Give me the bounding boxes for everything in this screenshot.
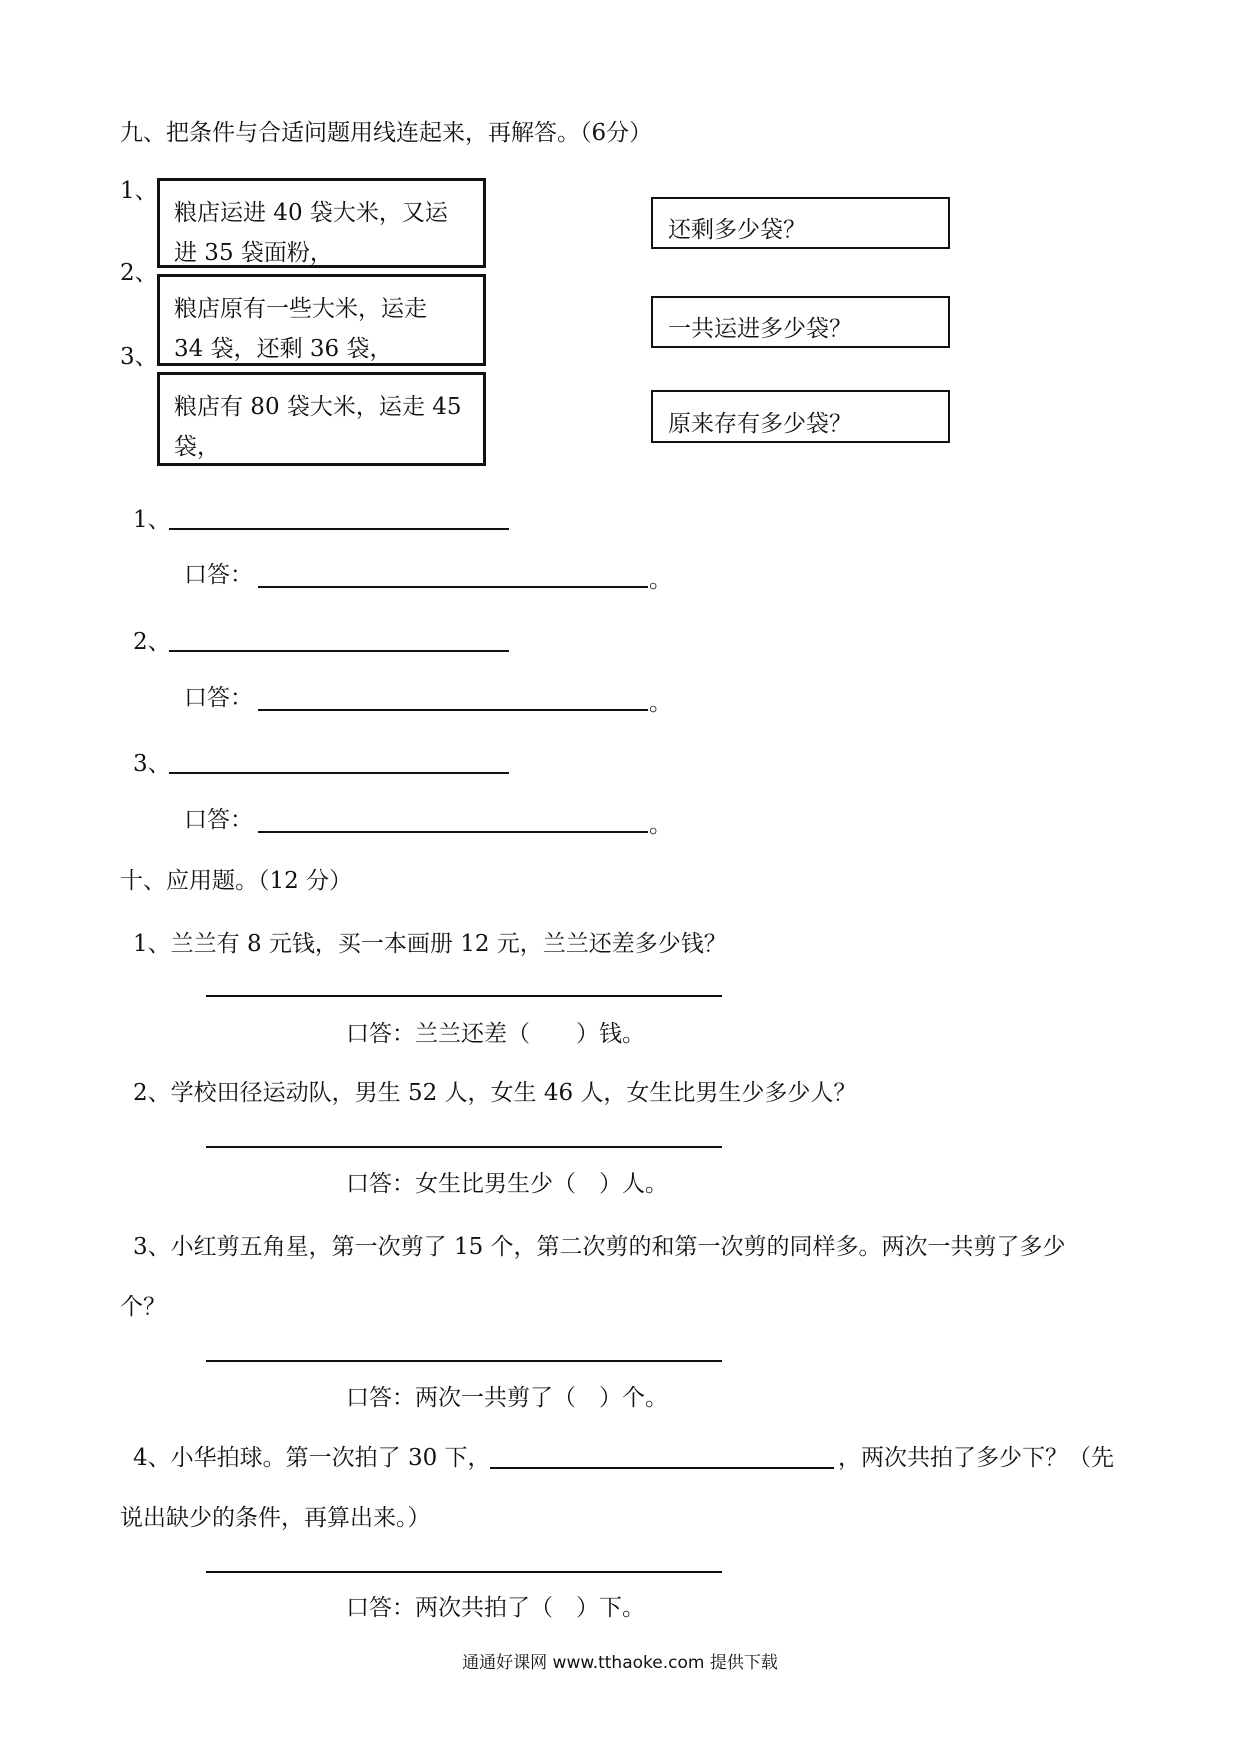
answer-number: 3、: [133, 751, 171, 777]
period-mark: 。: [649, 812, 672, 838]
condition-text: 袋，: [174, 434, 220, 460]
equation-line[interactable]: [169, 528, 509, 530]
answer-prompt: 口答：两次共拍了（ ）下。: [346, 1595, 645, 1621]
answer-prompt: 口答：兰兰还差（ ）钱。: [346, 1021, 645, 1047]
section-9-title: 九、把条件与合适问题用线连起来，再解答。（6分）: [120, 120, 653, 146]
answer-number: 2、: [133, 629, 171, 655]
question-text: 原来存有多少袋？: [668, 411, 852, 437]
answer-prompt: 口答：两次一共剪了（ ）个。: [346, 1385, 668, 1411]
equation-line[interactable]: [169, 772, 509, 774]
answer-label: 口答：: [184, 807, 253, 833]
question-text: 还剩多少袋？: [668, 217, 806, 243]
condition-number: 1、: [120, 178, 158, 204]
problem-1-text: 1、兰兰有 8 元钱，买一本画册 12 元，兰兰还差多少钱？: [133, 931, 727, 957]
condition-text: 粮店原有一些大米，运走: [174, 296, 427, 322]
section-10-title: 十、应用题。（12 分）: [120, 868, 353, 894]
problem-3-text: 3、小红剪五角星，第一次剪了 15 个，第二次剪的和第一次剪的同样多。两次一共剪了多少: [133, 1234, 1066, 1260]
condition-text: 进 35 袋面粉，: [174, 240, 333, 266]
question-box-2[interactable]: [651, 296, 950, 348]
condition-text: 34 袋，还剩 36 袋，: [174, 336, 393, 362]
answer-line[interactable]: [258, 586, 648, 588]
condition-number: 3、: [120, 344, 158, 370]
question-text: 一共运进多少袋？: [668, 316, 852, 342]
equation-line[interactable]: [206, 1571, 722, 1573]
period-mark: 。: [649, 690, 672, 716]
problem-3-text-continued: 个？: [120, 1294, 166, 1320]
answer-line[interactable]: [258, 709, 648, 711]
condition-text: 粮店有 80 袋大米，运走 45: [174, 394, 462, 420]
answer-line[interactable]: [258, 831, 648, 833]
footer-text: 通通好课网 www.tthaoke.com 提供下载: [462, 1653, 778, 1673]
equation-line[interactable]: [206, 1146, 722, 1148]
problem-2-text: 2、学校田径运动队，男生 52 人，女生 46 人，女生比男生少多少人？: [133, 1080, 857, 1106]
equation-line[interactable]: [169, 650, 509, 652]
problem-4-text-continued: 说出缺少的条件，再算出来。）: [120, 1505, 431, 1531]
condition-number: 2、: [120, 260, 158, 286]
question-box-3[interactable]: [651, 390, 950, 443]
period-mark: 。: [649, 567, 672, 593]
condition-box-1[interactable]: [157, 178, 486, 268]
answer-number: 1、: [133, 507, 171, 533]
equation-line[interactable]: [206, 1360, 722, 1362]
answer-label: 口答：: [184, 685, 253, 711]
answer-label: 口答：: [184, 562, 253, 588]
problem-4-text-after: ，两次共拍了多少下？（先: [838, 1445, 1114, 1471]
problem-4-text: 4、小华拍球。第一次拍了 30 下，: [133, 1445, 491, 1471]
equation-line[interactable]: [206, 995, 722, 997]
condition-text: 粮店运进 40 袋大米，又运: [174, 200, 448, 226]
answer-prompt: 口答：女生比男生少（ ）人。: [346, 1171, 668, 1197]
question-box-1[interactable]: [651, 197, 950, 249]
missing-condition-line[interactable]: [490, 1467, 834, 1469]
condition-box-3[interactable]: [157, 372, 486, 466]
condition-box-2[interactable]: [157, 274, 486, 366]
